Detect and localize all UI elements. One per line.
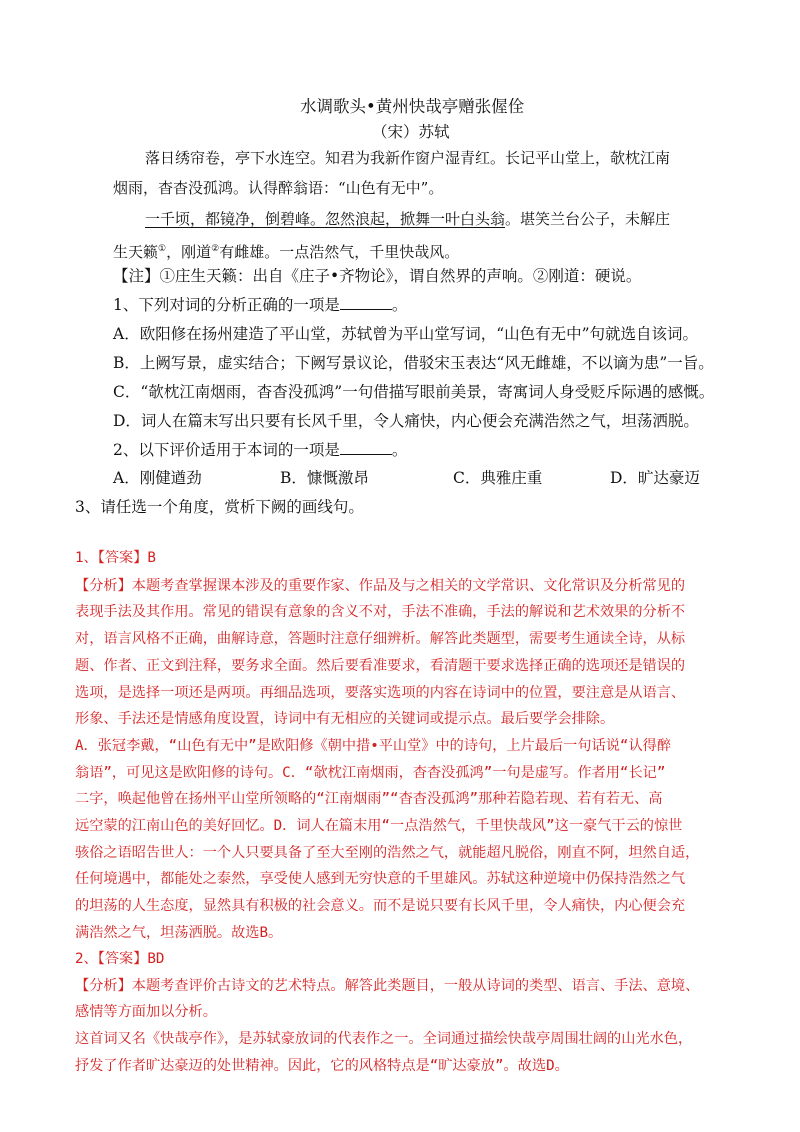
answer-line: 感情等方面加以分析。 [75,1004,217,1020]
answer-line: 骇俗之语昭告世人：一个人只要具备了至大至刚的浩然之气，就能超凡脱俗，刚直不阿，坦然自适， [75,845,700,861]
poem-line [113,238,459,263]
answer-line: 远空蒙的江南山色的美好回忆。D．词人在篇末用“一点浩然气，千里快哉风”这一豪气干云的惊世 [75,818,683,834]
poem-text: 有雌雄。一点浩然气，千里快哉风。 [219,243,460,261]
answer-line: 形象、手法还是情感角度设置，诗词中有无相应的关键词或提示点。最后要学会排除。 [75,711,615,727]
answer-line: 任何境遇中，都能处之泰然，享受使人感到无穷快意的千里雄风。苏轼这种逆境中仍保持浩然之气 [75,871,686,887]
answer-line: 二字，唤起他曾在扬州平山堂所领略的“江南烟雨”“杳杳没孤鸿”那种若隐若现、若有若无、高 [75,791,663,807]
poem-title: 水调歌头•黄州快哉亭赠张偓佺 [300,97,525,116]
answer-line: 题、作者、正文到注释，要务求全面。然后要看准要求，看清题干要求选择正确的选项还是错误的 [75,658,686,674]
question-2-option-b: B．慷慨激昂 [280,469,369,487]
question-text: 。 [391,441,408,459]
question-text: 1、下列对词的分析正确的一项是 [113,296,340,314]
answer-line: 抒发了作者旷达豪迈的处世精神。因此，它的风格特点是“旷达豪放”。故选D。 [75,1058,569,1074]
question-2-option-a: A．刚健遒劲 [113,469,202,487]
question-2-option-d: D．旷达豪迈 [610,469,700,487]
answer-line: 对，语言风格不正确，曲解诗意，答题时注意仔细辨析。解答此类题型，需要考生通读全诗，从标 [75,631,686,647]
poem-line: 烟雨，杳杳没孤鸿。认得醉翁语：“山色有无中”。 [113,179,444,197]
question-1-stem [113,294,407,316]
answer-line: 满浩然之气，坦荡洒脱。故选B。 [75,925,283,941]
question-1-option-a: A．欧阳修在扬州建造了平山堂，苏轼曾为平山堂写词，“山色有无中”句就选自该词。 [113,325,699,343]
answer-blank [340,295,392,310]
answer-line: 2、【答案】BD [75,951,165,967]
footnote-marker: ② [211,244,220,254]
poem-text: 生天籁 [113,243,159,261]
answer-line: 【分析】本题考查评价古诗文的艺术特点。解答此类题目，一般从诗词的类型、语言、手法、意境、 [75,978,700,994]
poem-text: 。堪笑兰台公子，未解庄 [505,210,671,228]
answer-line: A．张冠李戴，“山色有无中”是欧阳修《朝中措•平山堂》中的诗句，上片最后一句话说“认得醉 [75,738,672,754]
question-text: 。 [391,296,408,314]
poem-author: （宋）苏轼 [372,123,450,141]
poem-line: 落日绣帘卷，亭下水连空。知君为我新作窗户湿青红。长记平山堂上，欹枕江南 [145,149,671,167]
answer-line: 1、【答案】B [75,550,156,566]
question-1-option-c: C．“欹枕江南烟雨，杳杳没孤鸿”一句借描写眼前美景，寄寓词人身受贬斥际遇的感慨。 [113,383,715,401]
answer-blank [340,440,392,455]
question-1-option-b: B．上阙写景，虚实结合；下阙写景议论，借驳宋玉表达“风无雌雄，不以谪为患”一旨。 [113,354,714,372]
answer-line: 表现手法及其作用。常见的错误有意象的含义不对，手法不准确，手法的解说和艺术效果的分析不 [75,604,686,620]
answer-line: 的坦荡的人生态度，显然具有积极的社会意义。而不是说只要有长风千里，令人痛快，内心便会充 [75,898,686,914]
underlined-sentence: 一千顷，都镜净，倒碧峰。忽然浪起，掀舞一叶白头翁 [145,210,506,228]
answer-line: 【分析】本题考查掌握课本涉及的重要作家、作品及与之相关的文学常识、文化常识及分析常见的 [75,578,686,594]
answer-line: 选项，是选择一项还是两项。再细品选项，要落实选项的内容在诗词中的位置，要注意是从语言、 [75,685,686,701]
poem-text: ，刚道 [166,243,212,261]
footnote-marker: ① [158,244,167,254]
answer-line: 翁语”，可见这是欧阳修的诗句。C．“欹枕江南烟雨，杳杳没孤鸿”一句是虚写。作者用“长记” [75,765,666,781]
answer-line: 这首词又名《快哉亭作》，是苏轼豪放词的代表作之一。全词通过描绘快哉亭周围壮阔的山光水色， [75,1031,693,1047]
question-2-option-c: C．典雅庄重 [453,469,543,487]
poem-line [145,208,670,230]
question-1-option-d: D．词人在篇末写出只要有长风千里，令人痛快，内心便会充满浩然之气，坦荡洒脱。 [113,412,699,430]
question-3-stem: 3、请任选一个角度，赏析下阙的画线句。 [75,498,364,516]
poem-note: 【注】①庄生天籁：出自《庄子•齐物论》，谓自然界的声响。②刚道：硬说。 [113,267,642,285]
question-text: 2、以下评价适用于本词的一项是 [113,441,340,459]
question-2-stem [113,439,407,461]
